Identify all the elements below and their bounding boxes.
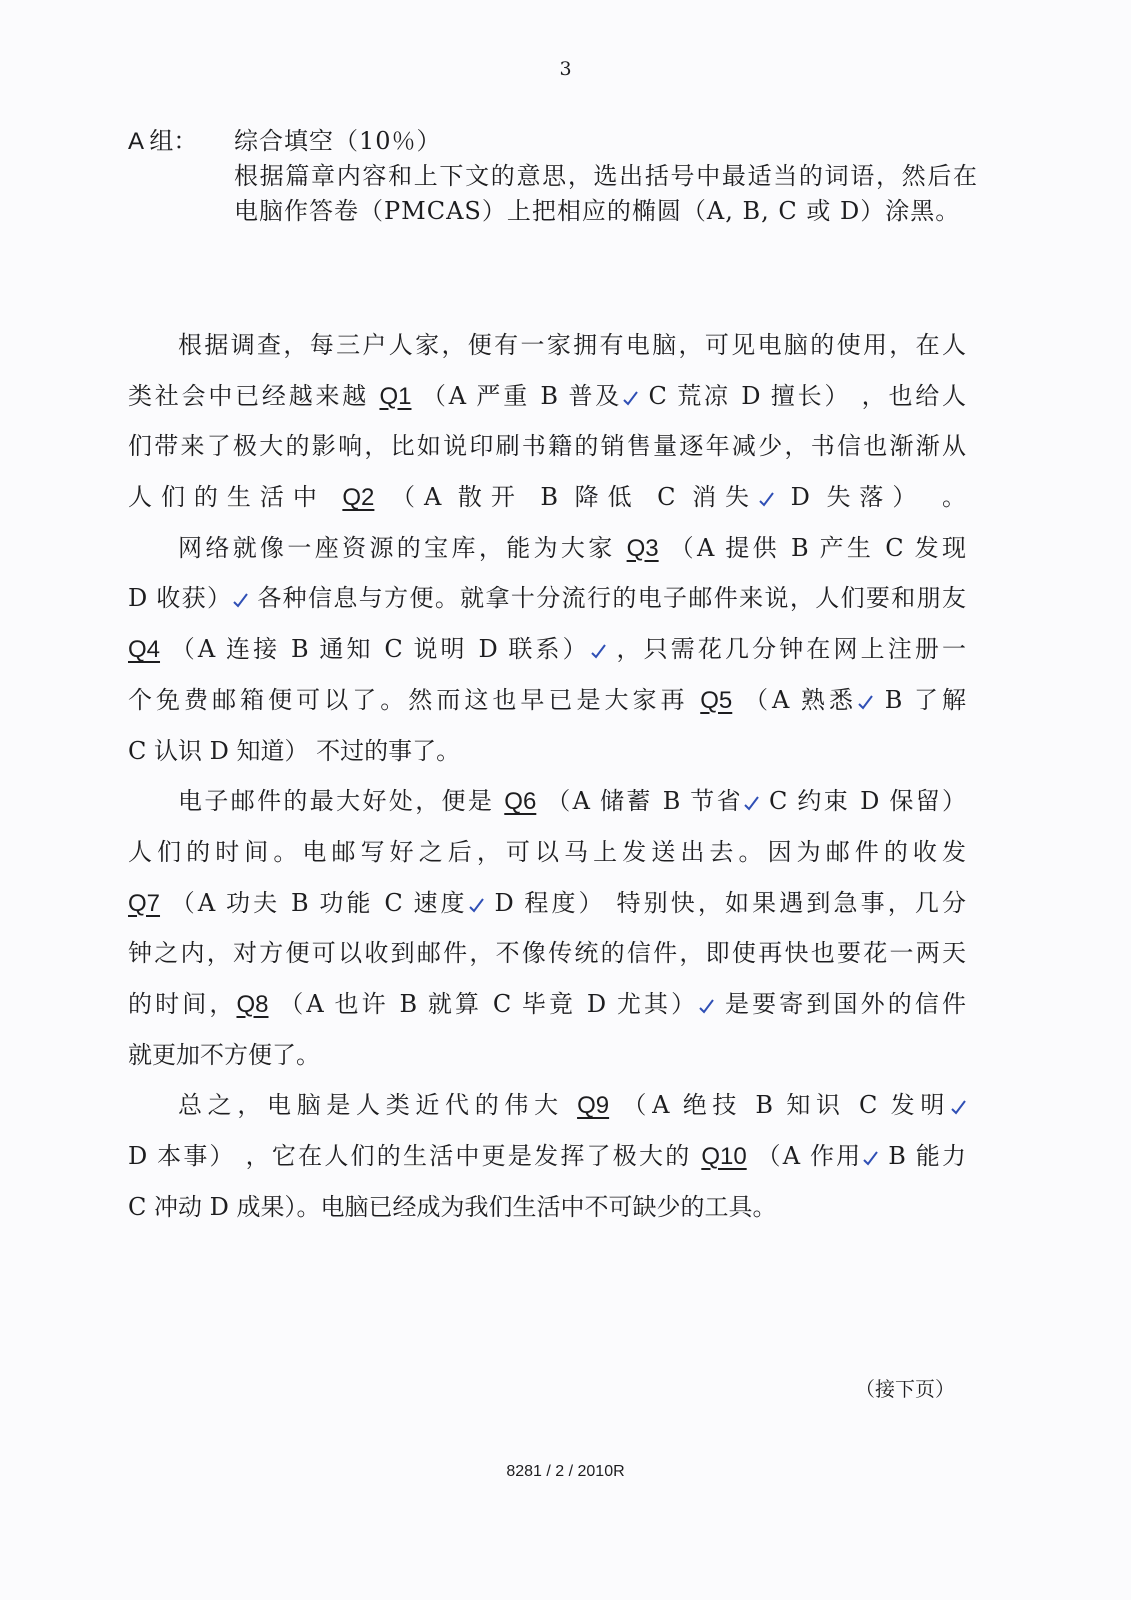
question-label-q10: Q10	[701, 1143, 747, 1170]
cloze-passage	[128, 320, 966, 1232]
question-label-q3: Q3	[626, 534, 659, 562]
passage-line	[128, 928, 966, 979]
question-label-q1: Q1	[379, 382, 412, 410]
passage-text: 就更加不方便了。	[128, 1040, 320, 1069]
passage-text: ，它在人们的生活中更是发挥了极大的	[245, 1142, 692, 1170]
q3-option-c: C 发现	[885, 533, 966, 562]
section-title: 综合填空（10％）	[234, 127, 442, 155]
check-mark-icon	[468, 897, 484, 913]
section-header	[128, 124, 978, 229]
passage-line	[128, 1131, 966, 1182]
question-label-q5: Q5	[700, 686, 733, 714]
q1-option-c: C 荒凉	[648, 381, 731, 410]
q2-option-b: B 降低	[540, 483, 641, 512]
question-label-q4: Q4	[128, 636, 161, 664]
passage-text: 。电脑已经成为我们生活中不可缺少的工具。	[296, 1192, 777, 1221]
passage-line	[128, 1080, 966, 1131]
q9-option-a: （A 绝技	[622, 1091, 743, 1120]
q8-option-c: C 毕竟	[492, 989, 577, 1018]
passage-line	[128, 979, 966, 1030]
q6-option-c: C 约束	[769, 787, 851, 816]
check-mark-icon	[950, 1099, 966, 1115]
passage-text: 不过的事了。	[316, 736, 461, 765]
continue-note: （接下页）	[855, 1377, 955, 1401]
q6-option-b: B 节省	[662, 787, 744, 816]
check-mark-icon	[758, 491, 774, 507]
q5-option-c: C 认识	[128, 736, 202, 765]
check-mark-icon	[590, 643, 606, 659]
passage-text: 类社会中已经越来越	[128, 381, 370, 410]
q7-option-a: （A 功夫	[170, 888, 281, 917]
passage-text: ，只需花几分钟在网上注册一	[616, 635, 966, 664]
passage-text: 网络就像一座资源的宝库，能为大家	[178, 533, 616, 562]
passage-line	[128, 320, 966, 371]
q10-option-b: B 能力	[888, 1142, 966, 1170]
q1-option-d: D 擅长）	[741, 381, 852, 410]
q9-option-b: B 知识	[755, 1091, 846, 1120]
q7-option-b: B 功能	[290, 888, 374, 917]
passage-line	[128, 878, 966, 929]
q8-option-a: （A 也许	[279, 989, 389, 1018]
q8-option-d: D 尤其）	[586, 989, 699, 1018]
passage-line	[128, 776, 966, 827]
passage-line	[128, 1182, 966, 1233]
passage-text: 们带来了极大的影响，比如说印刷书籍的销售量逐年减少，书信也渐渐从	[128, 432, 966, 461]
q9-option-c: C 发明	[858, 1091, 950, 1120]
check-mark-icon	[862, 1150, 878, 1166]
q3-option-a: （A 提供	[669, 533, 780, 562]
q7-option-d: D 程度）	[494, 888, 606, 917]
question-label-q7: Q7	[128, 889, 161, 917]
q4-option-b: B 通知	[290, 635, 374, 664]
passage-line	[128, 371, 966, 422]
passage-line	[128, 624, 966, 675]
passage-line	[128, 827, 966, 878]
passage-text: 根据调查，每三户人家，便有一家拥有电脑，可见电脑的使用，在人	[178, 331, 966, 359]
passage-text: 是要寄到国外的信件	[725, 989, 966, 1018]
q5-option-b: B 了解	[884, 685, 966, 714]
passage-text: 总之，电脑是人类近代的伟大	[178, 1091, 564, 1120]
question-label-q6: Q6	[504, 788, 537, 816]
q4-option-d: D 联系）	[478, 635, 590, 664]
group-label: A 组：	[128, 128, 198, 155]
q10-option-d: D 成果）	[209, 1192, 297, 1221]
passage-text: 个免费邮箱便可以了。然而这也早已是大家再	[128, 685, 689, 714]
passage-line	[128, 573, 966, 624]
q1-option-b: B 普及	[540, 381, 623, 410]
passage-text: 钟之内，对方便可以收到邮件，不像传统的信件，即使再快也要花一两天	[128, 939, 966, 968]
q7-option-c: C 速度	[384, 888, 468, 917]
q4-option-a: （A 连接	[170, 635, 281, 664]
q5-option-d: D 知道）	[209, 736, 309, 765]
q3-option-b: B 产生	[790, 533, 875, 562]
q8-option-b: B 就算	[399, 989, 483, 1018]
passage-line	[128, 523, 966, 574]
passage-text: 电子邮件的最大好处，便是	[178, 787, 495, 816]
check-mark-icon	[857, 694, 873, 710]
question-label-q9: Q9	[577, 1092, 610, 1120]
paper-code: 8281 / 2 / 2010R	[506, 1463, 625, 1480]
q6-option-a: （A 储蓄	[546, 787, 653, 816]
check-mark-icon	[743, 795, 759, 811]
q6-option-d: D 保留）	[860, 787, 966, 816]
passage-line	[128, 726, 966, 777]
check-mark-icon	[698, 998, 714, 1014]
passage-text: 各种信息与方便。就拿十分流行的电子邮件来说，人们要和朋友	[257, 584, 966, 613]
q2-option-a: （A 散开	[390, 483, 524, 512]
q1-option-a: （A 严重	[421, 381, 530, 410]
q10-option-c: C 冲动	[128, 1192, 202, 1221]
passage-line	[128, 1030, 966, 1081]
question-label-q8: Q8	[236, 990, 269, 1018]
passage-text: 的时间，	[128, 989, 237, 1018]
q4-option-c: C 说明	[384, 635, 468, 664]
page-number: 3	[559, 58, 572, 80]
passage-line	[128, 675, 966, 726]
section-instruction: 根据篇章内容和上下文的意思，选出括号中最适当的词语，然后在电脑作答卷（PMCAS）上把相应的椭圆（A, B, C 或 D）涂黑。	[234, 162, 978, 225]
passage-text: 人们的生活中	[128, 483, 326, 512]
passage-text: 特别快，如果遇到急事，几分	[616, 888, 966, 917]
q9-option-d: D 本事）	[128, 1142, 236, 1170]
passage-text: 。	[941, 483, 966, 512]
question-label-q2: Q2	[342, 484, 375, 512]
passage-text: 人们的时间。电邮写好之后，可以马上发送出去。因为邮件的收发	[128, 837, 966, 866]
q2-option-d: D 失落）	[790, 483, 926, 512]
check-mark-icon	[622, 390, 638, 406]
q5-option-a: （A 熟悉	[743, 685, 858, 714]
passage-line	[128, 472, 966, 523]
q3-option-d: D 收获）	[128, 584, 233, 613]
passage-text: ，也给人	[861, 381, 966, 410]
check-mark-icon	[232, 592, 248, 608]
q2-option-c: C 消失	[657, 483, 759, 512]
q10-option-a: （A 作用	[756, 1142, 863, 1170]
passage-line	[128, 421, 966, 472]
